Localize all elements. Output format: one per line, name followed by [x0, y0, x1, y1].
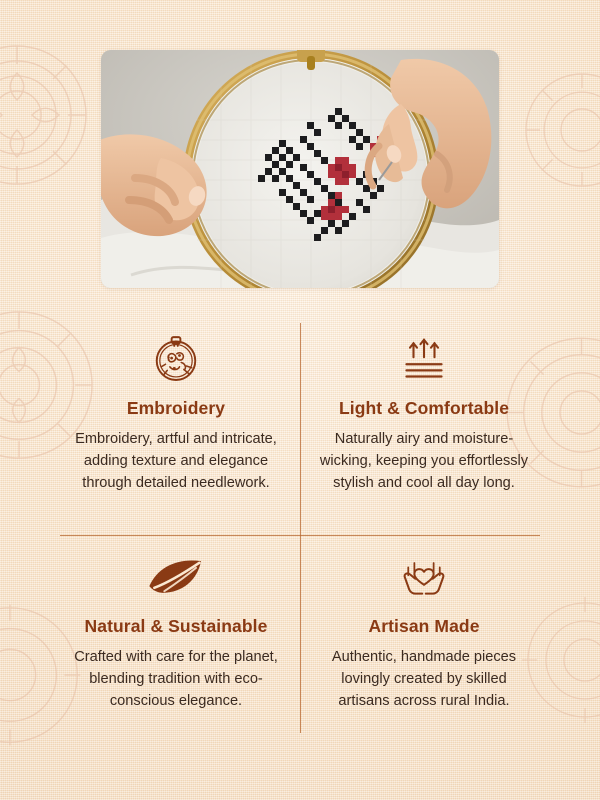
feature-description: Embroidery, artful and intricate, adding texture and elegance through detailed needlework.	[75, 431, 277, 492]
feature-grid	[60, 318, 540, 738]
feature-title: Light & Comfortable	[338, 398, 510, 418]
embroidery-hoop-icon	[60, 328, 292, 390]
feature-description: Crafted with care for the planet, blending tradition with eco-conscious elegance.	[74, 649, 278, 710]
feature-title: Natural & Sustainable	[84, 616, 268, 636]
embroidery-hoop-photo	[101, 50, 499, 288]
feature-natural-sustainable	[60, 546, 292, 713]
feature-light-comfortable	[308, 328, 540, 495]
grid-vertical-divider	[300, 323, 301, 733]
feature-description: Authentic, handmade pieces lovingly created by skilled artisans across rural India.	[331, 649, 517, 710]
feature-title: Artisan Made	[368, 616, 480, 636]
grid-horizontal-divider	[60, 535, 540, 536]
feature-description: Naturally airy and moisture-wicking, keeping you effortlessly stylish and cool all day long.	[319, 431, 529, 492]
feature-title: Embroidery	[126, 398, 226, 418]
leaf-icon	[60, 546, 292, 608]
hands-heart-icon	[308, 546, 540, 608]
breathable-airflow-icon	[308, 328, 540, 390]
feature-embroidery	[60, 328, 292, 495]
feature-artisan-made	[308, 546, 540, 713]
